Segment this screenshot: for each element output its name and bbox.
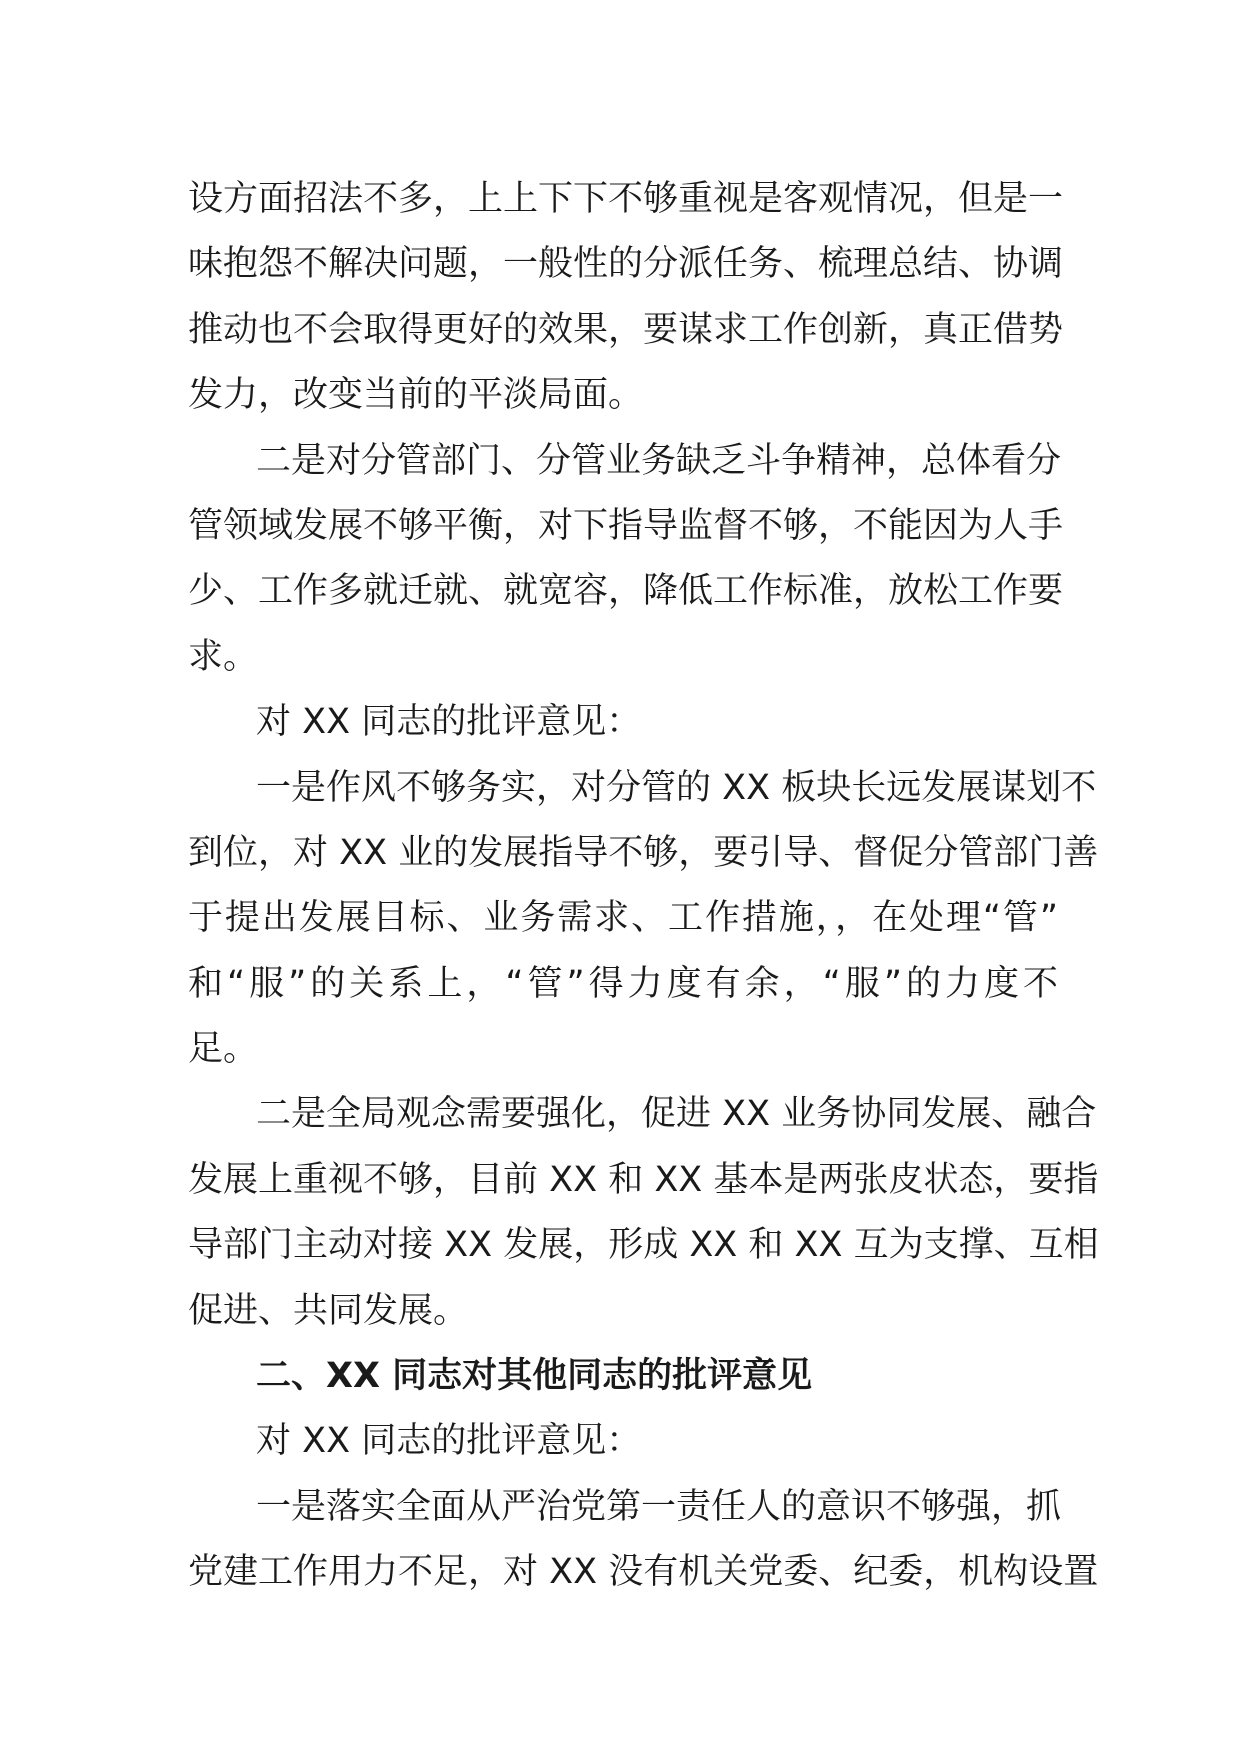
text-line: 发力，改变当前的平淡局面。 [188,375,644,416]
text-line: 二是全局观念需要强化，促进 XX 业务协同发展、融合 [256,1094,1097,1135]
text-line: 少、工作多就迁就、就宽容，降低工作标准，放松工作要 [188,571,1064,612]
text-line: 于提出发展目标、业务需求、工作措施，，在处理“管” [188,898,1058,939]
text-line: 推动也不会取得更好的效果，要谋求工作创新，真正借势 [188,309,1064,350]
text-line: 味抱怨不解决问题，一般性的分派任务、梳理总结、协调 [188,244,1064,285]
text-line: 到位，对 XX 业的发展指导不够，要引导、督促分管部门善 [188,832,1099,873]
text-line: 一是落实全面从严治党第一责任人的意识不够强，抓 [256,1486,1062,1527]
text-line: 设方面招法不多，上上下下不够重视是客观情况，但是一 [188,179,1064,219]
text-line: 党建工作用力不足，对 XX 没有机关党委、纪委，机构设置 [188,1552,1099,1593]
text-line: 二是对分管部门、分管业务缺乏斗争精神，总体看分 [256,440,1062,481]
text-line: 足。 [188,1029,259,1070]
text-line: 促进、共同发展。 [188,1290,469,1331]
text-line: 一是作风不够务实，对分管的 XX 板块长远发展谋划不 [256,767,1097,808]
text-line: 对 XX 同志的批评意见： [256,1421,642,1462]
section-heading: 二、XX 同志对其他同志的批评意见 [256,1356,813,1397]
text-line: 发展上重视不够，目前 XX 和 XX 基本是两张皮状态，要指 [188,1159,1099,1200]
text-line: 求。 [188,636,259,677]
document-body [188,167,1099,1606]
text-line: 对 XX 同志的批评意见： [256,702,642,743]
text-line: 和“服”的关系上，“管”得力度有余，“服”的力度不 [188,963,1058,1004]
text-line: 管领域发展不够平衡，对下指导监督不够，不能因为人手 [188,505,1064,546]
text-line: 导部门主动对接 XX 发展，形成 XX 和 XX 互为支撑、互相 [188,1225,1099,1266]
